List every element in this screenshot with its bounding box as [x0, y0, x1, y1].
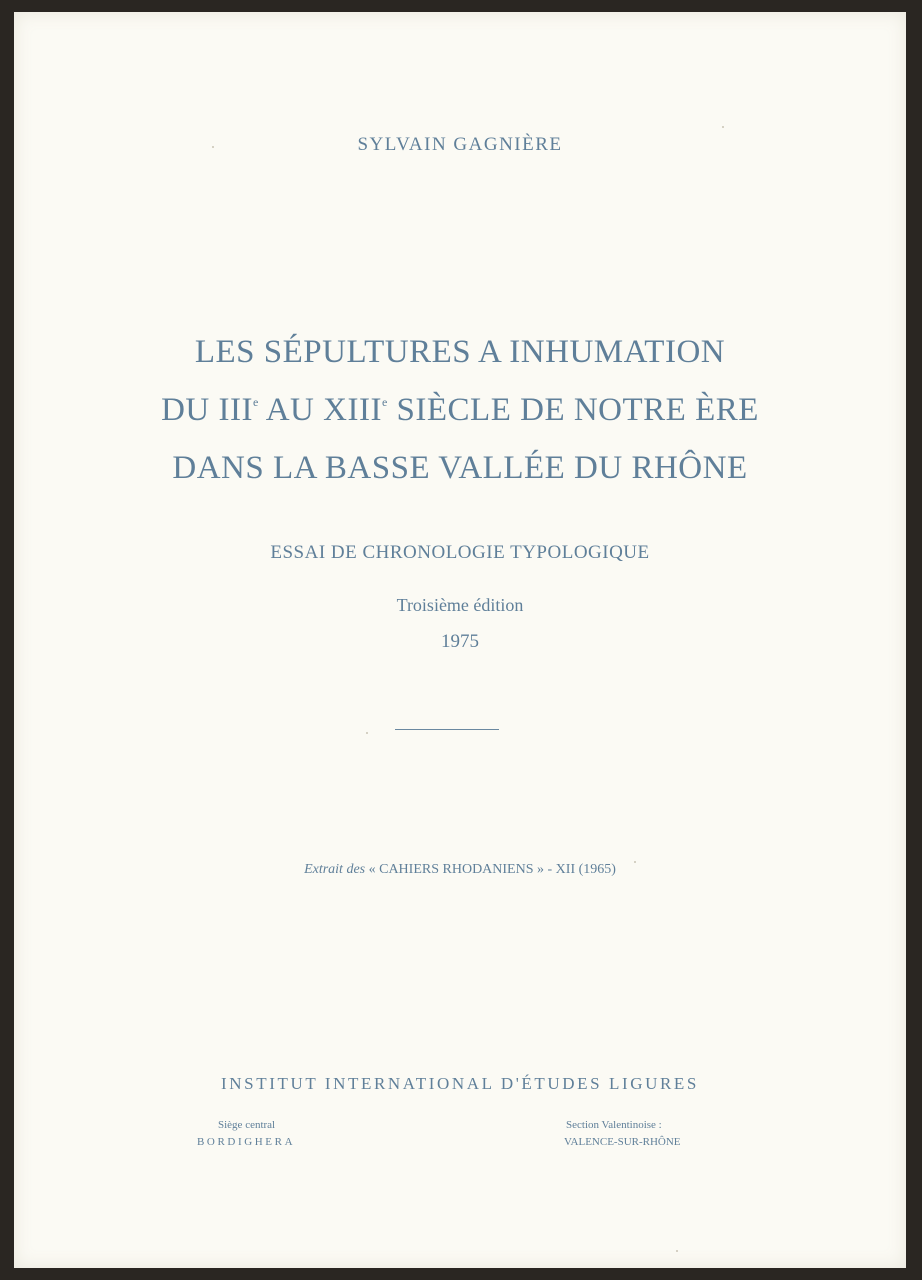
book-cover — [14, 12, 906, 1268]
title-line-3: DANS LA BASSE VALLÉE DU RHÔNE — [172, 450, 748, 486]
extract-source: « CAHIERS RHODANIENS » - XII (1965) — [365, 862, 616, 877]
section-label: Section Valentinoise : — [566, 1119, 662, 1131]
subtitle: ESSAI DE CHRONOLOGIE TYPOLOGIQUE — [270, 542, 650, 563]
extract-prefix: Extrait des — [304, 862, 366, 877]
paper-speck — [212, 146, 214, 148]
title-line-2-part-c: SIÈCLE DE NOTRE ÈRE — [387, 392, 759, 428]
paper-speck — [366, 732, 368, 734]
title-line-1: LES SÉPULTURES A INHUMATION — [194, 334, 726, 370]
edition-label: Troisième édition — [396, 595, 524, 615]
paper-speck — [634, 861, 636, 863]
siege-label: Siège central — [218, 1119, 276, 1131]
title-line-2-part-b: AU XIII — [258, 392, 382, 428]
title-line-2-part-a: DU III — [161, 392, 253, 428]
siege-city: BORDIGHERA — [197, 1136, 296, 1148]
paper-speck — [722, 126, 724, 128]
paper-speck — [676, 1250, 678, 1252]
author-name: SYLVAIN GAGNIÈRE — [357, 134, 563, 155]
extract-note — [14, 862, 906, 878]
section-city: VALENCE-SUR-RHÔNE — [564, 1136, 681, 1148]
title-line-2 — [14, 390, 906, 430]
edition-year: 1975 — [441, 631, 479, 652]
title-superscript-2: e — [381, 395, 388, 409]
publisher-name: INSTITUT INTERNATIONAL D'ÉTUDES LIGURES — [221, 1074, 699, 1093]
title-superscript-1: e — [252, 395, 259, 409]
divider-rule — [395, 729, 499, 730]
